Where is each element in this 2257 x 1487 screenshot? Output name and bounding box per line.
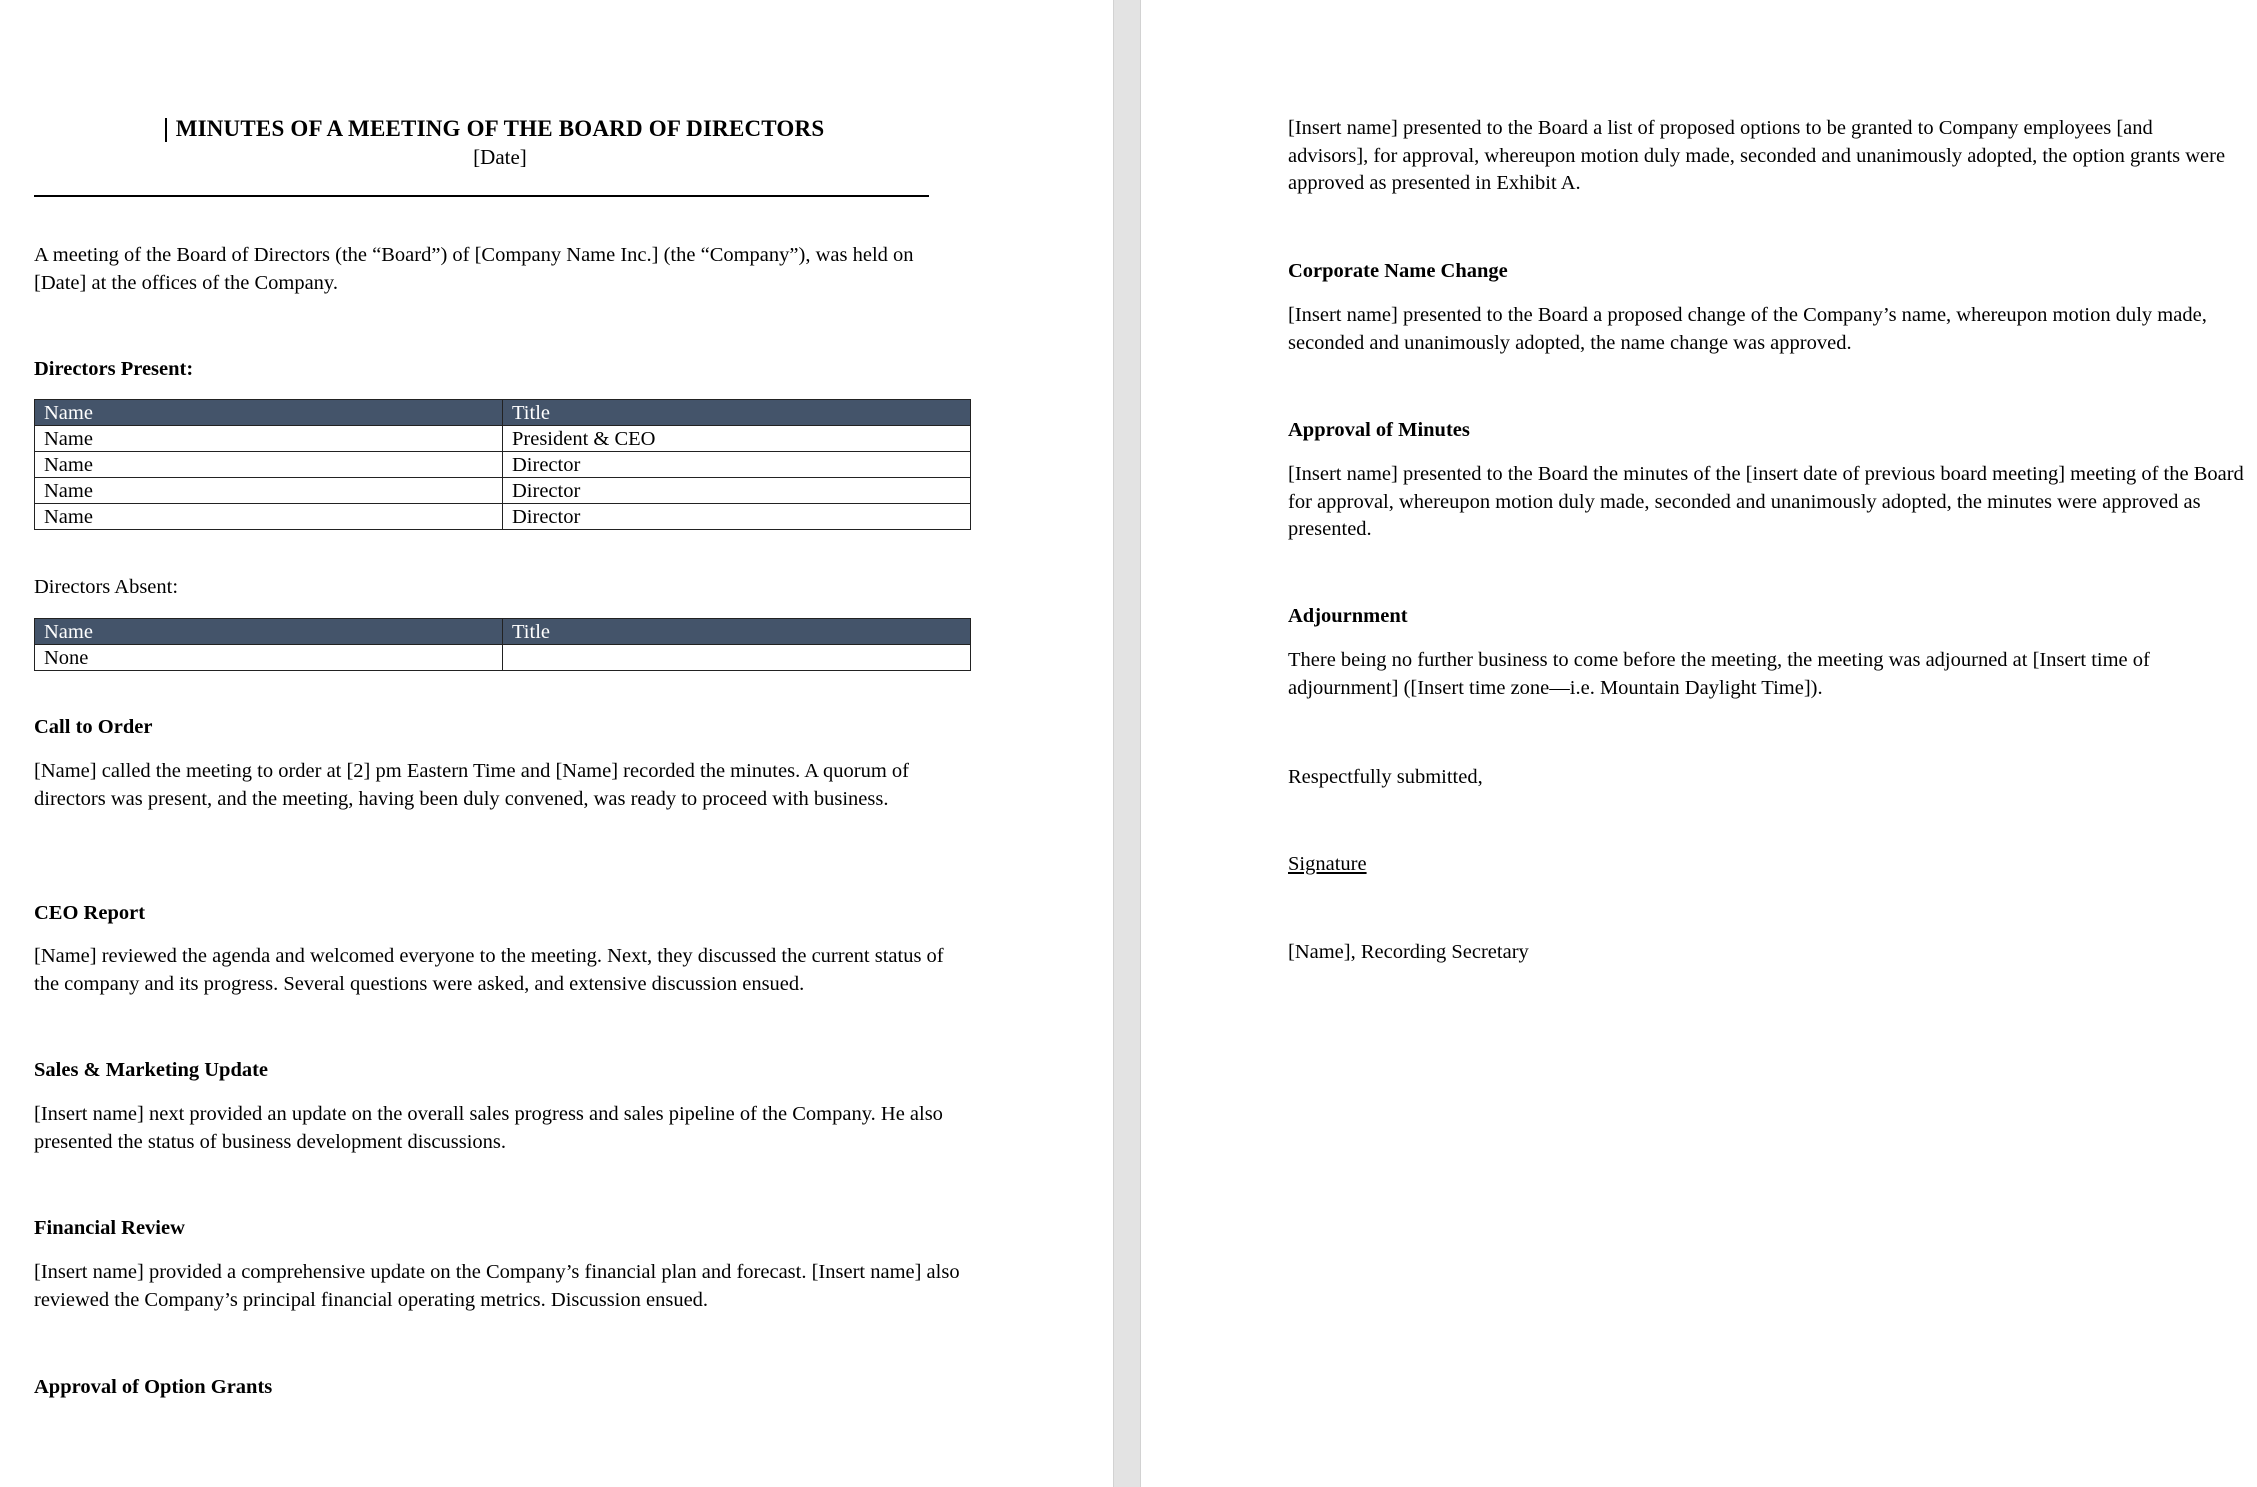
approval-minutes-body: [Insert name] presented to the Board the minutes of the [insert date of previous board meeting] meeting of the Board for approval, whereupon motion duly made, seconded and unanimously adopted, the minutes were approved as presented. xyxy=(1288,463,2244,540)
call-to-order-heading: Call to Order xyxy=(34,716,153,738)
financial-review-heading: Financial Review xyxy=(34,1217,185,1239)
table-header-row xyxy=(35,619,971,645)
option-grants-heading: Approval of Option Grants xyxy=(34,1376,273,1398)
director-title-cell: President & CEO xyxy=(503,426,971,452)
director-name-cell: Name xyxy=(35,478,503,504)
name-change-body: [Insert name] presented to the Board a proposed change of the Company’s name, whereupon motion duly made, seconded and unanimously adopted, the name change was approved. xyxy=(1288,304,2207,354)
respectfully-submitted: Respectfully submitted, xyxy=(1288,766,1483,788)
text-cursor xyxy=(165,118,167,142)
page-gutter xyxy=(1113,0,1141,1487)
table-row xyxy=(35,478,971,504)
table-header-row xyxy=(35,400,971,426)
signature-line: Signature xyxy=(1288,853,1367,875)
director-name-cell: None xyxy=(35,645,503,671)
director-name-cell: Name xyxy=(35,504,503,530)
ceo-report-heading: CEO Report xyxy=(34,902,146,924)
table-row xyxy=(35,645,971,671)
director-name-cell: Name xyxy=(35,426,503,452)
directors-absent-table xyxy=(34,618,971,671)
ceo-report-body: [Name] reviewed the agenda and welcomed everyone to the meeting. Next, they discussed the current status of the company and its progress. Several questions were asked, and extensive discussion ensued. xyxy=(34,945,944,995)
director-title-cell: Director xyxy=(503,504,971,530)
table-header-cell: Name xyxy=(35,619,503,645)
director-title-cell: Director xyxy=(503,478,971,504)
title-divider xyxy=(34,195,929,197)
table-header-cell: Title xyxy=(503,619,971,645)
table-row xyxy=(35,504,971,530)
directors-present-table xyxy=(34,399,971,530)
document-title: MINUTES OF A MEETING OF THE BOARD OF DIRECTORS xyxy=(175,116,825,141)
directors-absent-heading: Directors Absent: xyxy=(34,576,179,598)
document-page-2[interactable] xyxy=(1141,0,2257,1487)
director-name-cell: Name xyxy=(35,452,503,478)
table-header-cell: Name xyxy=(35,400,503,426)
adjournment-body: There being no further business to come before the meeting, the meeting was adjourned at [Insert time of adjournment] ([Insert time zone—i.e. Mountain Daylight Time]). xyxy=(1288,649,2150,699)
recording-secretary: [Name], Recording Secretary xyxy=(1288,941,1529,963)
sales-marketing-heading: Sales & Marketing Update xyxy=(34,1059,269,1081)
name-change-heading: Corporate Name Change xyxy=(1288,260,1508,282)
intro-paragraph: A meeting of the Board of Directors (the “Board”) of [Company Name Inc.] (the “Company”), was held on [Date] at the offices of the Company. xyxy=(34,244,914,294)
director-title-cell xyxy=(503,645,971,671)
table-row xyxy=(35,452,971,478)
directors-present-heading: Directors Present: xyxy=(34,358,194,380)
table-header-cell: Title xyxy=(503,400,971,426)
call-to-order-body: [Name] called the meeting to order at [2] pm Eastern Time and [Name] recorded the minutes. A quorum of directors was present, and the meeting, having been duly convened, was ready to proceed with business. xyxy=(34,760,909,810)
director-title-cell: Director xyxy=(503,452,971,478)
sales-marketing-body: [Insert name] next provided an update on the overall sales progress and sales pipeline of the Company. He also presented the status of business development discussions. xyxy=(34,1103,943,1153)
adjournment-heading: Adjournment xyxy=(1288,605,1408,627)
document-page-1[interactable] xyxy=(0,0,1113,1487)
option-grants-body: [Insert name] presented to the Board a list of proposed options to be granted to Company employees [and advisors], for approval, whereupon motion duly made, seconded and unanimously adopted, the option grants were approved as presented in Exhibit A. xyxy=(1288,117,2226,194)
approval-minutes-heading: Approval of Minutes xyxy=(1288,419,1470,441)
table-row xyxy=(35,426,971,452)
financial-review-body: [Insert name] provided a comprehensive update on the Company’s financial plan and forecast. [Insert name] also reviewed the Company’s principal financial operating metrics. Discussion ensued. xyxy=(34,1261,960,1311)
document-date: [Date] xyxy=(473,145,527,169)
